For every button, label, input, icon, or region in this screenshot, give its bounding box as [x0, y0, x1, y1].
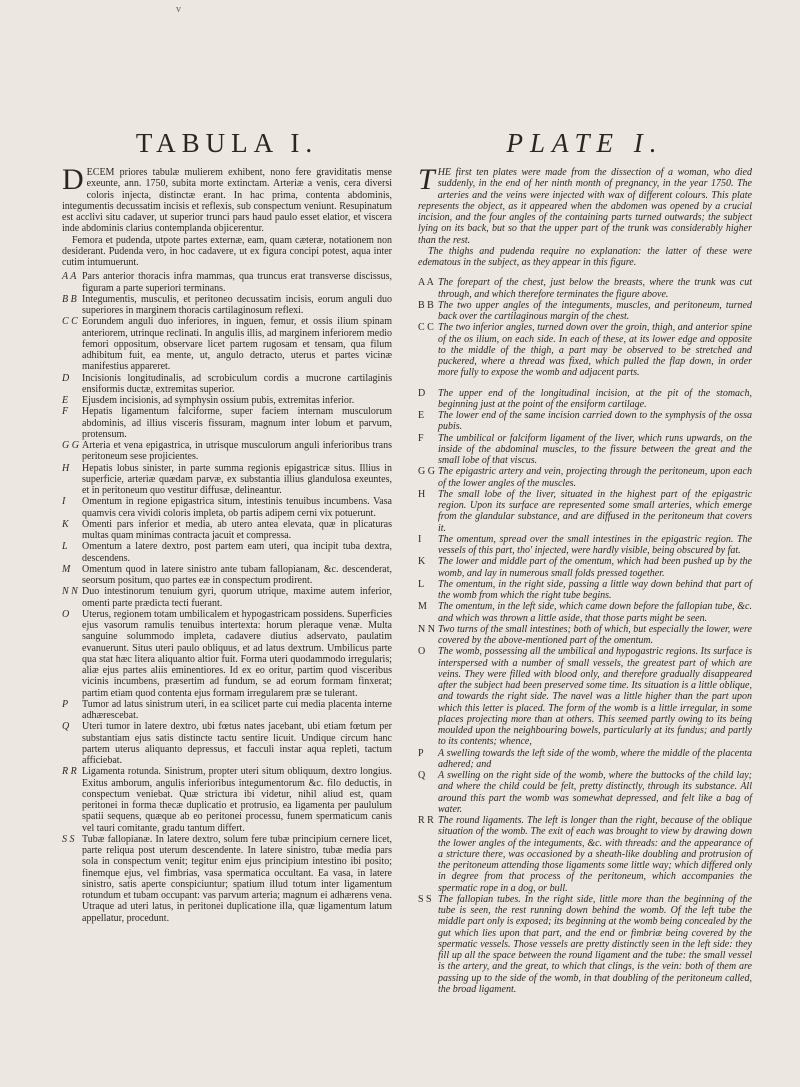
english-entry-key: N N: [418, 623, 435, 635]
latin-entry-text: Eorundem anguli duo inferiores, in inguen, femur, et ossis ilium spinam anteriorem, utrinque reclinati. In angulis illis, ad marginem inferiorem medio femori oppositum, observare licet partem rugosam et tensam, qua filum adhibitum fuit, ea mente, ut, angulo detracto, uterus et partes vicinæ manifestius appareret.: [82, 316, 392, 373]
english-column: [418, 128, 752, 995]
english-entry-text: Two turns of the small intestines; both of which, but especially the lower, were covered by the above-mentioned part of the omentum.: [438, 623, 752, 646]
english-entry-key: F: [418, 432, 424, 444]
latin-entry-key: B B: [62, 293, 77, 305]
english-entry: [418, 815, 752, 894]
latin-entry: [62, 541, 392, 564]
latin-entry-key: E: [62, 395, 69, 406]
latin-entry: [62, 766, 392, 834]
latin-dropcap: D: [62, 163, 84, 196]
latin-entry: [62, 271, 392, 294]
latin-entry-text: Omenti pars inferior et media, ab utero antea elevata, quæ in plicaturas multas quam minimas contracta jacuit et compressa.: [82, 518, 392, 541]
english-entry-key: G G: [418, 466, 435, 478]
english-entry-key: D: [418, 387, 426, 399]
english-entry-key: E: [418, 410, 425, 421]
english-entry-key: I: [418, 533, 422, 545]
english-entry-text: The omentum, spread over the small intestines in the epigastric region. The vessels of this part, tho' injected, were hardly visible, being obscured by fat.: [438, 533, 752, 556]
latin-entry-key: D: [62, 372, 70, 384]
latin-entry: [62, 406, 392, 440]
latin-entry: [62, 699, 392, 722]
english-entry-key: R R: [418, 815, 434, 826]
english-entry: [418, 466, 752, 489]
english-intro-text-1: HE first ten plates were made from the dissection of a woman, who died suddenly, in the end of her ninth month of pregnancy, in the year 1750. The arteries and the veins were injected with wax of different colours. This plate represents the object, as it appeared when the abdomen was opened by a crucial incision, and the four angles of the containing parts turned outwards; the subject lying on its back, but so that the upper part of the trunk was considerably higher than the rest.: [418, 167, 752, 246]
latin-entry-key: C C: [62, 316, 78, 328]
english-entries: [418, 277, 752, 995]
latin-entry-key: A A: [62, 271, 77, 283]
english-entry: [418, 322, 752, 378]
english-entry-key: K: [418, 556, 426, 568]
english-entry-text: The round ligaments. The left is longer than the right, because of the oblique situation of the womb. The exit of each was brought to view by drawing down the lower angles of the integuments, &c. with threads: and the appearance of a stricture there, was occasioned by a sheath-like doubling and protrusion of the peritoneum attending those ligaments some little way; which differed only in degree from that process of the peritoneum, which accompanies the spermatic rope in a dog, or bull.: [438, 815, 752, 894]
english-entry: [418, 601, 752, 624]
english-entry: [418, 433, 752, 467]
english-entry-text: The forepart of the chest, just below the breasts, where the trunk was cut through, and which therefore terminates the figure above.: [438, 277, 752, 300]
latin-entry-key: O: [62, 608, 70, 620]
english-intro: [418, 163, 752, 268]
latin-entry: [62, 395, 392, 406]
latin-entry-text: Hepatis ligamentum falciforme, super faciem internam musculorum abdominis, ad illius visceris fissuram, magnum inter lobum et parvum, protensum.: [82, 406, 392, 440]
latin-entry: [62, 834, 392, 924]
english-entry: [418, 534, 752, 557]
english-entry: [418, 489, 752, 534]
latin-entry-text: Incisionis longitudinalis, ad scrobiculum cordis a mucrone cartilaginis ensiformis ductæ, extremitas superior.: [82, 372, 392, 395]
latin-entry: [62, 721, 392, 766]
english-entry-text: The omentum, in the left side, which came down before the fallopian tube, &c. and which was thrown a little aside, that those parts might be seen.: [438, 601, 752, 624]
english-entry: [418, 579, 752, 602]
english-entry-text: The small lobe of the liver, situated in the highest part of the epigastric region. Upon its surface are represented some small arteries, which emerge from the glandular substance, and are diffused in the peritoneum that covers it.: [438, 488, 752, 534]
english-entry: [418, 624, 752, 647]
latin-entry-key: I: [62, 496, 66, 508]
latin-entry: [62, 316, 392, 372]
english-entry: [418, 410, 752, 433]
english-entry-text: The omentum, in the right side, passing a little way down behind that part of the womb from which the right tube begins.: [438, 578, 752, 601]
latin-entry: [62, 463, 392, 497]
english-entry-key: C C: [418, 322, 434, 334]
english-entry: [418, 300, 752, 323]
english-entry-text: The two upper angles of the integuments, muscles, and peritoneum, turned back over the cartilaginous margin of the chest.: [438, 299, 752, 322]
latin-heading: TABULA I.: [135, 128, 319, 158]
english-entry-text: The fallopian tubes. In the right side, little more than the beginning of the tube is seen, the rest running down behind the womb. Of the left tube the middle part only is exposed; its beginning at the womb being concealed by the gut which lies upon that part, and the end or fimbriæ being covered by the spermatic vessels. Those vessels are pretty distinctly seen in the left side: they fill up all the space between the round ligament and the tube: the small vessel is the artery, and the great, to which that clings, is the vein: both of them are passing up to the side of the womb, in that doubling of the peritoneum called, the broad ligament.: [438, 893, 752, 995]
latin-entry-text: Uteri tumor in latere dextro, ubi fœtus nates jacebant, ubi etiam fœtum per substantiam ejus satis distincte tactu sentire licuit. Undique circum hanc partem uterus aliquanto depressus, et facculi instar aqua repleti, tactum afficiebat.: [82, 721, 392, 766]
latin-entry-key: N N: [62, 586, 78, 598]
english-entry-key: A A: [418, 277, 434, 289]
latin-entry-key: R R: [62, 766, 77, 778]
english-entry-text: The two inferior angles, turned down over the groin, thigh, and anterior spine of the os ilium, on each side. In each of these, at its lower edge and opposite to the middle of the thigh, a part may be observed to be stretched and puckered, where a thread was fixed, which pulled the flap down, in order more fully to expose the womb and adjacent parts.: [438, 322, 752, 379]
page-mark: v: [176, 4, 181, 15]
english-intro-paragraph-1: [418, 163, 752, 246]
latin-entry: [62, 373, 392, 396]
english-entry-key: B B: [418, 299, 434, 311]
latin-intro-paragraph-1: [62, 163, 392, 235]
latin-entry-text: Omentum in regione epigastrica situm, intestinis tenuibus incumbens. Vasa quamvis cera vividi coloris impleta, ob partis adipem cerni vix potuerunt.: [82, 496, 392, 519]
latin-column: [62, 128, 392, 924]
latin-entry-key: P: [62, 698, 69, 710]
latin-entry-key: S S: [62, 833, 75, 845]
english-entry-key: S S: [418, 893, 432, 905]
latin-entry-text: Ligamenta rotunda. Sinistrum, propter uteri situm obliquum, dextro longius. Exitus amborum, angulis inferioribus integumentorum &c. filo deductis, in conspectum veniebat. Quæ strictura ibi videtur, nihil aliud est, quam peritonei in forma thecæ duplicatio et protrusio, ea ligamenta per paululum spatii sequens, quæque ab eo peritonei processu, funem spermaticum canis vel tauri comitante, gradu tantum differt.: [82, 766, 392, 834]
latin-entry-text: Tubæ fallopianæ. In latere dextro, solum fere tubæ principium cernere licet, parte reliqua post uterum descendente. In latere sinistro, tubæ media pars sola in conspectum venit; tegitur enim ejus principium intestino ibi posito; finemque ejus, vel fimbrias, vasa spermatica occultant. Ea vasa, in latere sinistro, satis aperte conspiciuntur; spatium illud totum inter ligamentum rotundum et tubam occupant: vas parvum arteria; magnum ei adhærens vena. Utraque ad uteri latus, in peritonei duplicatione illa, quæ ligamentum latum appellatur, procedunt.: [82, 833, 392, 924]
latin-intro-text-1: ECEM priores tabulæ mulierem exhibent, nono fere graviditatis mense exeunte, ann. 1750, subita morte extinctam. Arteriæ a venis, cera diversi coloris injecta, distinctæ erant. In hac prima, contenta abdominis, integumentis decussatim incisis et reflexis, sub conspectum veniunt. Resupinatum est acclivi situ cadaver, ut superior trunci pars haud paulo esset elatior, et viscera inde abdominis clarius contemplanda objicerentur.: [62, 167, 392, 235]
latin-intro: [62, 163, 392, 268]
latin-entry-text: Omentum quod in latere sinistro ante tubam fallopianam, &c. descenderat, seorsum positum, quo partes eæ in conspectum prodirent.: [82, 563, 392, 586]
latin-entry-text: Duo intestinorum tenuium gyri, quorum utrique, maxime autem inferior, omenti parte prædicta tecti fuerant.: [82, 586, 392, 609]
latin-entry-text: Omentum a latere dextro, post partem eam uteri, qua incipit tuba dextra, descendens.: [82, 541, 392, 564]
english-entry-text: The lower and middle part of the omentum, which had been pushed up by the womb, and lay in numerous small folds pressed together.: [438, 556, 752, 579]
english-entry-key: M: [418, 601, 427, 613]
latin-entry: [62, 609, 392, 699]
english-entry: [418, 556, 752, 579]
latin-entry-key: M: [62, 563, 71, 575]
english-entry-text: A swelling towards the left side of the womb, where the middle of the placenta adhered; and: [438, 747, 752, 770]
latin-entry-key: H: [62, 462, 70, 474]
latin-entry-key: K: [62, 518, 69, 530]
english-entry-text: The womb, possessing all the umbilical and hypogastric regions. Its surface is interspersed with a number of small vessels, the greatest part of which are veins. They were filled with blood only, and therefore gradually disappeared after the subject had been preserved some time. Its situation is a little oblique, and towards the right side. The navel was a little higher than the part upon which this letter is placed. The form of the womb is a little irregular, in some places projecting more than at others. This seemed partly owing to its being moulded upon the neighbouring bowels, particularly at its fundus; and partly to its contents; whence,: [438, 646, 752, 748]
latin-entry-key: L: [62, 541, 68, 553]
latin-entry-key: F: [62, 406, 69, 418]
english-entry-key: O: [418, 646, 426, 658]
english-entry: [418, 277, 752, 300]
english-entry-text: A swelling on the right side of the womb, where the buttocks of the child lay; and where the child could be felt, pretty distinctly, through its substance. All around this part the womb was somewhat depressed, and felt like a bag of water.: [438, 770, 752, 815]
english-entry-key: P: [418, 747, 424, 759]
english-dropcap: T: [418, 163, 435, 196]
english-entry-key: L: [418, 578, 425, 590]
latin-entry: [62, 496, 392, 519]
latin-entry-text: Integumentis, musculis, et peritoneo decussatim incisis, eorum anguli duo superiores in marginem thoracis cartilaginosum reflexi.: [82, 293, 392, 316]
latin-intro-paragraph-2: Femora et pudenda, utpote partes externæ, eam, quam cæteræ, notationem non desiderant. Pudenda vero, in hoc cadavere, ut ex figura concipi potest, aqua inter cutim intumuerunt.: [62, 234, 392, 268]
latin-entry-text: Tumor ad latus sinistrum uteri, in ea scilicet parte cui media placenta interne adhærescebat.: [82, 698, 392, 721]
latin-entries: [62, 271, 392, 924]
latin-entry: [62, 564, 392, 587]
english-entry-key: H: [418, 488, 426, 500]
english-entry-key: Q: [418, 770, 426, 781]
latin-entry: [62, 440, 392, 463]
english-entry-text: The lower end of the same incision carried down to the symphysis of the ossa pubis.: [438, 410, 752, 433]
english-heading: PLATE I.: [506, 128, 664, 158]
latin-entry-text: Ejusdem incisionis, ad symphysin ossium pubis, extremitas inferior.: [82, 395, 355, 406]
latin-entry: [62, 519, 392, 542]
latin-entry: [62, 586, 392, 609]
latin-entry-text: Arteria et vena epigastrica, in utrisque musculorum anguli inferioribus trans peritoneum sese projicientes.: [82, 440, 392, 463]
english-entry: [418, 894, 752, 995]
english-entry: [418, 388, 752, 411]
english-entry: [418, 748, 752, 771]
latin-entry-text: Hepatis lobus sinister, in parte summa regionis epigastricæ situs. Illius in superficie, arteriæ quædam parvæ, ex substantia illius glandulosa exeuntes, et in peritoneum quo vestitur diffusæ, delineantur.: [82, 462, 392, 496]
latin-entry-key: Q: [62, 721, 70, 733]
english-intro-paragraph-2: The thighs and pudenda require no explanation: the latter of these were edematous in the subject, as they appear in this figure.: [418, 245, 752, 268]
english-entry-text: The epigastric artery and vein, projecting through the peritoneum, upon each of the lower angles of the muscles.: [438, 466, 752, 489]
latin-entry: [62, 294, 392, 317]
english-entry: [418, 770, 752, 815]
latin-entry-key: G G: [62, 440, 79, 451]
english-entry-text: The umbilical or falciform ligament of the liver, which runs upwards, on the inside of the abdominal muscles, to the fissure between the great and the small lobe of that viscus.: [438, 432, 752, 466]
latin-entry-text: Uterus, regionem totam umbilicalem et hypogastricam possidens. Superficies ejus vasorum ramulis tenuibus intertexta: horum pleraque venæ. Multa sanguine solummodo impleta, cadavere diutius adservato, paulatim evanuerunt. Situs uteri paulo obliquus, et ad latus dextrum. Umbilicus parte qua stat hæc litera aliquanto altior fuit. Forma uteri quodammodo irregularis; aliæ ejus partes aliis eminentiores. Id ex eo oritur, partim quod visceribus vicinis incumbens, præsertim ad fundum, se ad eorum formam finxerat; partim etiam quod contenta ejus formam irregularem præ se tulerant.: [82, 608, 392, 699]
latin-entry-text: Pars anterior thoracis infra mammas, qua truncus erat transverse discissus, figuram a parte superiori terminans.: [82, 271, 392, 294]
english-entry: [418, 646, 752, 747]
english-entry-text: The upper end of the longitudinal incision, at the pit of the stomach, beginning just at the point of the ensiform cartilage.: [438, 387, 752, 410]
